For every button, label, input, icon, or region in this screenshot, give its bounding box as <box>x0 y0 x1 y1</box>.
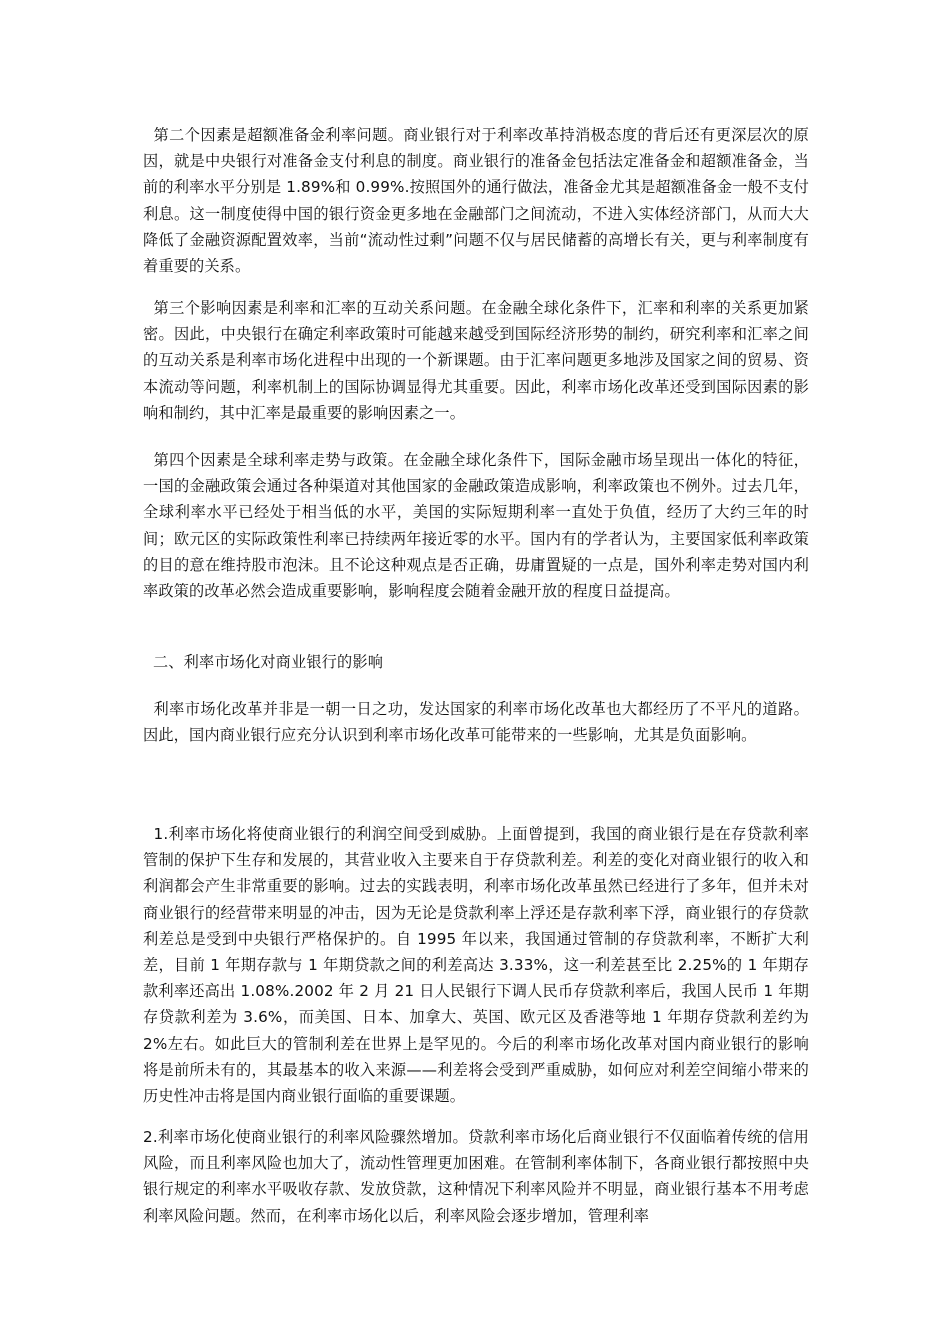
paragraph-intro-impact: 利率市场化改革并非是一朝一日之功，发达国家的利率市场化改革也大都经历了不平凡的道路。因此，国内商业银行应充分认识到利率市场化改革可能带来的一些影响，尤其是负面影响。 <box>143 700 809 745</box>
paragraph-interest-exchange-rate: 第三个影响因素是利率和汇率的互动关系问题。在金融全球化条件下，汇率和利率的关系更加紧密。因此，中央银行在确定利率政策时可能越来越受到国际经济形势的制约，研究利率和汇率之间的互动关系是利率市场化进程中出现的一个新课题。由于汇率问题更多地涉及国家之间的贸易、资本流动等问题，利率机制上的国际协调显得尤其重要。因此，利率市场化改革还受到国际因素的影响和制约，其中汇率是最重要的影响因素之一。 <box>143 299 809 422</box>
paragraph-profit-space: 1.利率市场化将使商业银行的利润空间受到威胁。上面曾提到，我国的商业银行是在存贷款利率管制的保护下生存和发展的，其营业收入主要来自于存贷款利差。利差的变化对商业银行的收入和利润都会产生非常重要的影响。过去的实践表明，利率市场化改革虽然已经进行了多年，但并未对商业银行的经营带来明显的冲击，因为无论是贷款利率上浮还是存款利率下浮，商业银行的存贷款利差总是受到中央银行严格保护的。自 1995 年以来，我国通过管制的存贷款利率，不断扩大利差，目前 1 年期存款与 1 年期贷款之间的利差高达 3.33%，这一利差甚至比 2.25%的 1 年期存款利率还高出 1.08%.2002 年 2 月 21 日人民银行下调人民币存贷款利率后，我国人民币 1 年期存贷款利差为 3.6%，而美国、日本、加拿大、英国、欧元区及香港等地 1 年期存贷款利差约为 2%左右。如此巨大的管制利差在世界上是罕见的。今后的利率市场化改革对国内商业银行的影响将是前所未有的，其最基本的收入来源——利差将会受到严重威胁，如何应对利差空间缩小带来的历史性冲击将是国内商业银行面临的重要课题。 <box>143 825 814 1106</box>
section-heading: 二、利率市场化对商业银行的影响 <box>143 653 384 671</box>
paragraph-global-rate-trend: 第四个因素是全球利率走势与政策。在金融全球化条件下，国际金融市场呈现出一体化的特征，一国的金融政策会通过各种渠道对其他国家的金融政策造成影响，利率政策也不例外。过去几年，全球利率水平已经处于相当低的水平，美国的实际短期利率一直处于负值，经历了大约三年的时间；欧元区的实际政策性利率已持续两年接近零的水平。国内有的学者认为，主要国家低利率政策的目的意在维持股市泡沫。且不论这种观点是否正确，毋庸置疑的一点是，国外利率走势对国内利率政策的改革必然会造成重要影响，影响程度会随着金融开放的程度日益提高。 <box>143 451 809 601</box>
paragraph-excess-reserve-interest: 第二个因素是超额准备金利率问题。商业银行对于利率改革持消极态度的背后还有更深层次的原因，就是中央银行对准备金支付利息的制度。商业银行的准备金包括法定准备金和超额准备金，当前的利率水平分别是 1.89%和 0.99%.按照国外的通行做法，准备金尤其是超额准备金一般不支付利息。这一制度使得中国的银行资金更多地在金融部门之间流动，不进入实体经济部门，从而大大降低了金融资源配置效率，当前“流动性过剩”问题不仅与居民储蓄的高增长有关，更与利率制度有着重要的关系。 <box>143 126 809 276</box>
paragraph-interest-rate-risk: 2.利率市场化使商业银行的利率风险骤然增加。贷款利率市场化后商业银行不仅面临着传统的信用风险，而且利率风险也加大了，流动性管理更加困难。在管制利率体制下，各商业银行都按照中央银行规定的利率水平吸收存款、发放贷款，这种情况下利率风险并不明显，商业银行基本不用考虑利率风险问题。然而，在利率市场化以后，利率风险会逐步增加，管理利率 <box>143 1128 809 1225</box>
